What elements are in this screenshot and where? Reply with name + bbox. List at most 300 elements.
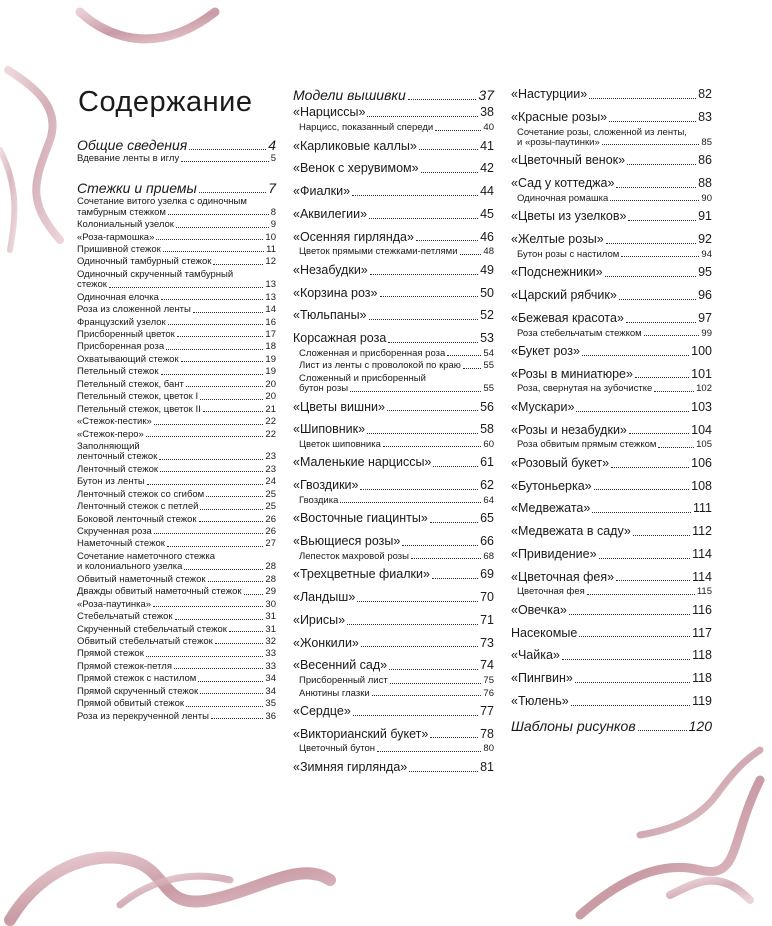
toc-entry[interactable] [293, 728, 494, 742]
page-number: 61 [480, 455, 494, 470]
toc-entry[interactable] [77, 699, 276, 709]
dot-leader [644, 335, 700, 336]
page-number: 21 [265, 403, 276, 415]
page-number: 29 [265, 586, 276, 598]
page-number: 94 [701, 248, 712, 260]
toc-entry[interactable] [511, 210, 712, 224]
toc-entry[interactable] [293, 591, 494, 605]
toc-entry[interactable] [511, 627, 712, 641]
page-title: Содержание [78, 86, 253, 118]
page-number: 9 [270, 219, 276, 231]
dot-leader [181, 361, 264, 362]
toc-entry[interactable] [77, 649, 276, 659]
toc-entry-last-line [299, 384, 494, 394]
toc-entry-title: «Розовый букет» [511, 455, 610, 470]
toc-entry[interactable] [511, 368, 712, 382]
toc-entry-title: «Стежок-пестик» [77, 416, 152, 428]
toc-entry-title: Пришивной стежок [77, 243, 161, 255]
page-number: 35 [265, 698, 276, 710]
toc-entry-title: Корсажная роза [293, 331, 387, 346]
page-number: 97 [698, 310, 712, 325]
page-number: 92 [698, 232, 712, 247]
toc-entry[interactable] [511, 329, 712, 339]
toc-entry-title: Скрученный стебельчатый стежок [77, 623, 227, 635]
toc-entry[interactable] [77, 220, 276, 230]
toc-entry-title: «Овечка» [511, 602, 567, 617]
page-number: 24 [265, 476, 276, 488]
dot-leader [177, 336, 264, 337]
toc-entry-title: Ленточный стежок [77, 463, 159, 475]
dot-leader [638, 730, 687, 731]
toc-entry[interactable] [77, 612, 276, 622]
toc-entry[interactable] [293, 332, 494, 346]
toc-entry-title: Обвитый наметочный стежок [77, 573, 206, 585]
toc-entry[interactable] [511, 548, 712, 562]
toc-entry[interactable] [77, 477, 276, 487]
dot-leader [199, 521, 264, 522]
dot-leader [389, 669, 478, 670]
toc-entry[interactable] [77, 442, 276, 463]
toc-entry[interactable] [293, 761, 494, 775]
toc-entry[interactable] [511, 672, 712, 686]
toc-entry[interactable] [77, 625, 276, 635]
page-number: 27 [265, 538, 276, 550]
dot-leader [605, 276, 697, 277]
toc-section-heading[interactable] [293, 88, 494, 104]
page-number: 4 [268, 137, 276, 153]
dot-leader [628, 220, 696, 221]
toc-entry-title: Присборенная роза [77, 341, 165, 353]
toc-entry[interactable] [77, 233, 276, 243]
toc-entry[interactable] [293, 309, 494, 323]
page-number: 68 [483, 550, 494, 562]
page-number: 112 [692, 524, 712, 539]
toc-entry[interactable] [77, 490, 276, 500]
toc-entry[interactable] [293, 512, 494, 526]
page-number: 115 [696, 586, 712, 598]
page-number: 65 [480, 511, 494, 526]
toc-entry-title: Прямой стежок [77, 648, 144, 660]
toc-entry[interactable] [77, 318, 276, 328]
toc-entry[interactable] [293, 496, 494, 506]
page-number: 90 [701, 192, 712, 204]
toc-entry[interactable] [293, 440, 494, 450]
page-number: 33 [265, 660, 276, 672]
toc-entry-title: Сочетание наметочного стежка [77, 550, 216, 562]
toc-entry[interactable] [511, 111, 712, 125]
toc-entry[interactable] [77, 197, 276, 218]
page-number: 25 [265, 501, 276, 513]
toc-entry[interactable] [77, 305, 276, 315]
page-number: 102 [696, 383, 712, 395]
dot-leader [402, 545, 478, 546]
toc-entry[interactable] [511, 289, 712, 303]
toc-entry-title: «Тюлень» [511, 693, 569, 708]
toc-entry-title: и колониального узелка [77, 561, 183, 573]
toc-entry[interactable] [77, 417, 276, 427]
toc-entry[interactable] [293, 162, 494, 176]
toc-entry[interactable] [293, 140, 494, 154]
page-number: 105 [696, 439, 712, 451]
toc-entry[interactable] [77, 515, 276, 525]
toc-entry-title: Насекомые [511, 625, 578, 640]
toc-entry-title: Бутон из ленты [77, 476, 145, 488]
page-number: 50 [480, 285, 494, 300]
page-number: 7 [268, 179, 276, 196]
toc-entry[interactable] [293, 264, 494, 278]
dot-leader [200, 693, 263, 694]
page-number: 28 [265, 561, 276, 573]
toc-entry[interactable] [77, 502, 276, 512]
page-number: 118 [692, 648, 712, 663]
page-number: 60 [483, 439, 494, 451]
page-number: 34 [265, 685, 276, 697]
toc-entry[interactable] [77, 662, 276, 672]
toc-entry[interactable] [293, 705, 494, 719]
dot-leader [575, 682, 690, 683]
toc-entry[interactable] [511, 401, 712, 415]
toc-entry[interactable] [511, 424, 712, 438]
dot-leader [146, 436, 264, 437]
toc-entry[interactable] [293, 106, 494, 120]
toc-entry-last-line [77, 562, 276, 572]
toc-entry[interactable] [511, 266, 712, 280]
toc-entry[interactable] [293, 401, 494, 415]
dot-leader [609, 121, 696, 122]
dot-leader [360, 489, 478, 490]
toc-section-heading[interactable] [77, 138, 276, 154]
page-number: 22 [265, 416, 276, 428]
page-number: 108 [691, 478, 712, 493]
toc-entry-title: Одиночная елочка [77, 291, 159, 303]
toc-entry-title: Нарцисс, показанный спереди [299, 122, 434, 134]
toc-entry[interactable] [77, 330, 276, 340]
toc-entry-title: «Корзина роз» [293, 285, 378, 300]
dot-leader [419, 149, 478, 150]
dot-leader [159, 459, 263, 460]
page-number: 70 [480, 590, 494, 605]
dot-leader [369, 319, 479, 320]
toc-entry-title: Петельный стежок, цветок I [77, 391, 199, 403]
toc-entry[interactable] [511, 525, 712, 539]
toc-entry[interactable] [293, 349, 494, 359]
toc-entry[interactable] [77, 575, 276, 585]
dot-leader [370, 274, 478, 275]
page-number: 12 [265, 256, 276, 268]
toc-entry[interactable] [511, 128, 712, 149]
toc-entry[interactable] [77, 257, 276, 267]
toc-entry[interactable] [77, 539, 276, 549]
toc-entry-last-line [77, 452, 276, 462]
dot-leader [383, 446, 482, 447]
page-number: 118 [692, 671, 712, 685]
toc-entry[interactable] [293, 361, 494, 371]
page-number: 42 [480, 161, 494, 176]
dot-leader [161, 374, 264, 375]
toc-entry[interactable] [293, 208, 494, 222]
toc-entry-title: Прямой обвитый стежок [77, 698, 185, 710]
toc-entry[interactable] [77, 674, 276, 684]
toc-entry[interactable] [511, 587, 712, 597]
toc-entry[interactable] [293, 637, 494, 651]
toc-entry-title: «Розы в миниатюре» [511, 366, 633, 381]
page-number: 96 [698, 288, 712, 302]
dot-leader [569, 614, 690, 615]
dot-leader [416, 240, 478, 241]
toc-entry[interactable] [511, 649, 712, 663]
dot-leader [163, 251, 264, 252]
toc-entry-title: «Царский рябчик» [511, 288, 617, 302]
dot-leader [198, 681, 263, 682]
page-number: 95 [698, 265, 712, 280]
toc-entry-title: Присборенный цветок [77, 329, 175, 341]
toc-entry[interactable] [77, 154, 276, 164]
toc-entry[interactable] [77, 405, 276, 415]
toc-entry[interactable] [293, 123, 494, 133]
toc-entry-title: Ленточный стежок с петлей [77, 501, 199, 513]
dot-leader [350, 391, 481, 392]
toc-entry-title: Одиночный тамбурный стежок [77, 256, 212, 268]
page-number: 99 [701, 327, 712, 339]
toc-entry[interactable] [77, 587, 276, 597]
page-number: 114 [692, 569, 712, 584]
toc-entry-title: тамбурным стежком [77, 206, 166, 218]
dot-leader [168, 324, 264, 325]
dot-leader [186, 386, 264, 387]
dot-leader [432, 578, 478, 579]
dot-leader [147, 484, 264, 485]
toc-entry[interactable] [511, 502, 712, 516]
page-number: 73 [480, 635, 494, 650]
toc-entry[interactable] [77, 687, 276, 697]
toc-entry[interactable] [293, 614, 494, 628]
toc-entry-title: Колониальный узелок [77, 219, 174, 231]
toc-entry[interactable] [511, 194, 712, 204]
dot-leader [206, 496, 263, 497]
page-number: 64 [483, 494, 494, 506]
dot-leader [592, 512, 691, 513]
toc-entry[interactable] [511, 154, 712, 168]
page-number: 13 [265, 291, 276, 303]
toc-section-heading[interactable] [77, 181, 276, 197]
toc-entry-title: Цветок шиповника [299, 439, 381, 451]
dot-leader [433, 466, 478, 467]
dot-leader [421, 172, 478, 173]
page-number: 117 [692, 625, 712, 640]
toc-entry-title: «Вьющиеся розы» [293, 534, 401, 549]
toc-entry[interactable] [293, 659, 494, 673]
dot-leader [200, 509, 263, 510]
toc-entry[interactable] [511, 345, 712, 359]
toc-entry[interactable] [293, 247, 494, 257]
dot-leader [361, 646, 478, 647]
toc-entry[interactable] [293, 689, 494, 699]
toc-entry-title: бутон розы [299, 383, 349, 395]
toc-entry[interactable] [511, 695, 712, 709]
toc-entry[interactable] [293, 744, 494, 754]
toc-entry-title: «Мускари» [511, 399, 575, 414]
toc-entry-title: Заполняющий [77, 440, 140, 452]
toc-column-1 [77, 138, 276, 722]
dot-leader [168, 214, 269, 215]
page-number: 5 [270, 153, 276, 165]
dot-leader [166, 349, 263, 350]
toc-entry[interactable] [77, 637, 276, 647]
page-number: 80 [483, 743, 494, 755]
toc-entry-title: Сложенный и присборенный [299, 372, 426, 384]
toc-column-3 [511, 88, 712, 735]
toc-entry-title: «Венок с херувимом» [293, 161, 419, 176]
toc-entry[interactable] [77, 527, 276, 537]
toc-entry[interactable] [77, 245, 276, 255]
toc-entry[interactable] [511, 571, 712, 585]
toc-entry-title: «Цветы из узелков» [511, 209, 627, 224]
toc-entry-title: Стебельчатый стежок [77, 611, 173, 623]
toc-entry[interactable] [511, 457, 712, 471]
page-number: 104 [691, 422, 712, 437]
toc-entry-title: «Тюльпаны» [293, 308, 367, 323]
toc-entry-title: Роза стебельчатым стежком [517, 327, 642, 339]
toc-entry[interactable] [293, 185, 494, 199]
dot-leader [367, 433, 478, 434]
toc-entry-title: «Стежок-перо» [77, 428, 144, 440]
toc-entry-title: Петельный стежок, цветок II [77, 403, 201, 415]
toc-entry[interactable] [511, 312, 712, 326]
toc-entry-title: Скрученная роза [77, 526, 152, 538]
toc-entry[interactable] [511, 250, 712, 260]
toc-entry-title: «Красные розы» [511, 109, 608, 124]
toc-entry-title: «Подснежники» [511, 265, 603, 280]
toc-entry[interactable] [293, 456, 494, 470]
dot-leader [154, 533, 264, 534]
toc-entry-title: Вдевание ленты в иглу [77, 153, 180, 165]
toc-entry-title: Петельный стежок [77, 366, 159, 378]
toc-entry-last-line [77, 280, 276, 290]
toc-entry-title: Лепесток махровой розы [299, 550, 409, 562]
toc-entry-title: «Незабудки» [293, 262, 368, 277]
page-number: 37 [478, 87, 494, 103]
dot-leader [193, 312, 264, 313]
page-number: 16 [265, 316, 276, 328]
dot-leader [377, 751, 481, 752]
dot-leader [189, 149, 266, 150]
dot-leader [184, 569, 263, 570]
dot-leader [211, 718, 263, 719]
dot-leader [435, 130, 481, 131]
dot-leader [174, 668, 263, 669]
toc-entry[interactable] [293, 479, 494, 493]
toc-entry-title: «Цветочный венок» [511, 153, 626, 168]
toc-entry[interactable] [511, 384, 712, 394]
toc-entry[interactable] [77, 430, 276, 440]
page-number: 17 [265, 329, 276, 341]
toc-entry[interactable] [511, 233, 712, 247]
page-number: 111 [692, 501, 712, 516]
toc-section-heading[interactable] [511, 719, 712, 735]
page-number: 76 [483, 687, 494, 699]
page-number: 46 [480, 229, 494, 244]
page-number: 52 [480, 308, 494, 323]
toc-entry[interactable] [511, 88, 712, 102]
toc-entry[interactable] [293, 287, 494, 301]
toc-entry-title: Обвитый стебельчатый стежок [77, 635, 213, 647]
toc-entry[interactable] [77, 380, 276, 390]
dot-leader [244, 594, 264, 595]
toc-entry[interactable] [293, 231, 494, 245]
toc-entry[interactable] [293, 423, 494, 437]
page-number: 119 [692, 693, 712, 708]
toc-entry[interactable] [77, 465, 276, 475]
page-number: 28 [265, 573, 276, 585]
toc-entry[interactable] [77, 355, 276, 365]
toc-entry[interactable] [293, 676, 494, 686]
page-number: 62 [480, 478, 494, 493]
page-number: 54 [483, 347, 494, 359]
toc-entry[interactable] [77, 367, 276, 377]
page-number: 20 [265, 391, 276, 403]
toc-entry[interactable] [511, 177, 712, 191]
toc-entry-title: Роза обвитым прямым стежком [517, 439, 657, 451]
page-number: 85 [701, 136, 712, 148]
dot-leader [626, 322, 696, 323]
toc-entry-title: Общие сведения [77, 137, 188, 153]
toc-entry-title: «Медвежата» [511, 501, 591, 516]
page-number: 30 [265, 598, 276, 610]
toc-entry[interactable] [77, 600, 276, 610]
page-number: 101 [691, 366, 712, 381]
toc-entry-title: Одиночная ромашка [517, 192, 609, 204]
toc-entry[interactable] [77, 342, 276, 352]
toc-entry-title: «Букет роз» [511, 343, 580, 358]
toc-entry-title: Модели вышивки [293, 87, 406, 103]
toc-entry[interactable] [293, 535, 494, 549]
toc-entry[interactable] [77, 293, 276, 303]
dot-leader [629, 433, 689, 434]
toc-entry-title: Прямой стежок-петля [77, 660, 172, 672]
dot-leader [602, 144, 700, 145]
page-number: 120 [688, 717, 712, 734]
toc-entry[interactable] [77, 712, 276, 722]
dot-leader [357, 601, 478, 602]
toc-entry[interactable] [293, 374, 494, 395]
toc-entry-title: «Чайка» [511, 648, 560, 663]
dot-leader [156, 239, 263, 240]
toc-entry[interactable] [293, 568, 494, 582]
toc-entry-last-line [77, 208, 276, 218]
dot-leader [463, 368, 481, 369]
dot-leader [633, 535, 690, 536]
toc-entry[interactable] [77, 392, 276, 402]
page-number: 100 [691, 343, 712, 358]
toc-entry[interactable] [293, 552, 494, 562]
dot-leader [587, 594, 695, 595]
toc-entry[interactable] [77, 552, 276, 573]
toc-entry[interactable] [511, 604, 712, 618]
dot-leader [380, 296, 479, 297]
page-number: 114 [692, 546, 712, 561]
dot-leader [146, 656, 264, 657]
toc-entry-title: Цветочный бутон [299, 743, 375, 755]
toc-entry[interactable] [77, 270, 276, 291]
dot-leader [199, 192, 266, 193]
dot-leader [390, 683, 482, 684]
toc-entry-title: «Карликовые каллы» [293, 138, 417, 153]
toc-entry-title: «Сад у коттеджа» [511, 176, 615, 191]
toc-entry[interactable] [511, 480, 712, 494]
page-number: 44 [480, 184, 494, 199]
page-number: 38 [480, 105, 494, 120]
toc-entry[interactable] [511, 440, 712, 450]
